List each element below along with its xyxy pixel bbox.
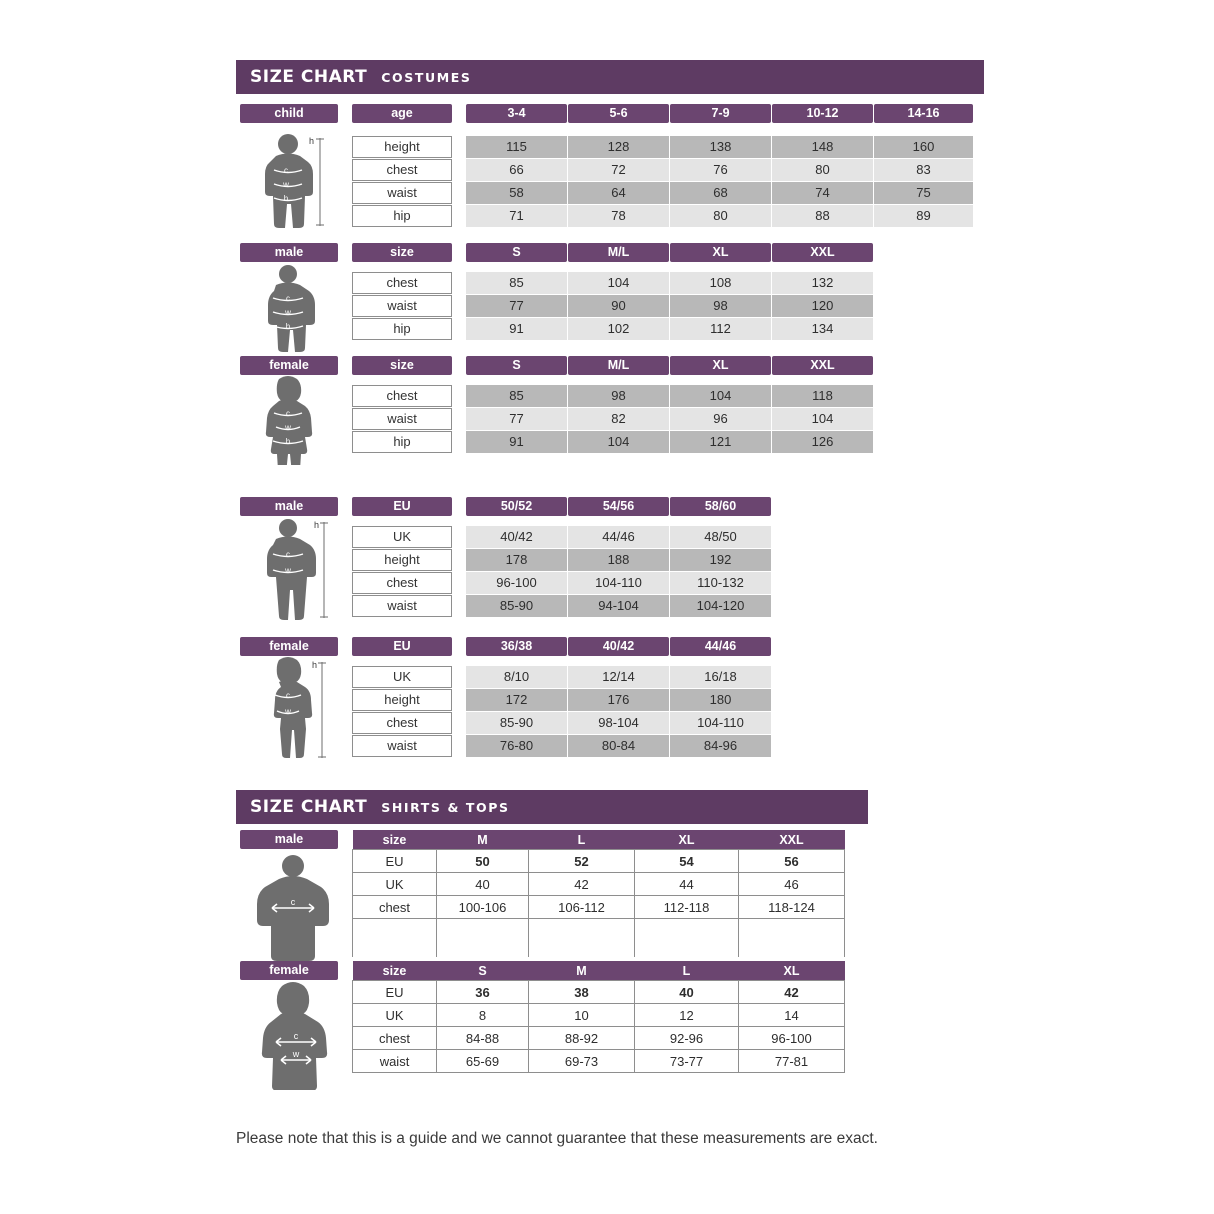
child-waist-5-6: 64 (568, 182, 669, 204)
female-costume-chest-xxl: 118 (772, 385, 873, 407)
male-eu-height-5860: 192 (670, 549, 771, 571)
child-row-height-label: height (352, 136, 452, 158)
female-eu-chest-3638: 85-90 (466, 712, 567, 734)
child-chest-5-6: 72 (568, 159, 669, 181)
child-chest-7-9: 76 (670, 159, 771, 181)
female-costume-col-1: M/L (568, 356, 669, 375)
svg-text:h: h (285, 322, 291, 331)
male-eu-col-2: 58/60 (670, 497, 771, 516)
child-height-10-12: 148 (772, 136, 873, 158)
male-eu-uk-5456: 44/46 (568, 526, 669, 548)
child-waist-3-4: 58 (466, 182, 567, 204)
male-eu-height-label: height (352, 549, 452, 571)
group-tag-male-eu: male (240, 497, 338, 516)
banner-shirts (236, 790, 868, 824)
male-tops-uk-m: 40 (437, 873, 529, 896)
svg-text:c: c (290, 897, 296, 907)
female-costume-chest-ml: 98 (568, 385, 669, 407)
male-costume-chest-xl: 108 (670, 272, 771, 294)
svg-text:w: w (285, 423, 291, 432)
female-costume-col-3: XXL (772, 356, 873, 375)
female-tops-eu-m: 38 (529, 981, 635, 1004)
female-costume-waist-xl: 96 (670, 408, 771, 430)
group-tag-male-costume: male (240, 243, 338, 262)
male-eu-uk-5860: 48/50 (670, 526, 771, 548)
child-col-0: 3-4 (466, 104, 567, 123)
male-tops-row-eu (353, 850, 845, 873)
child-hip-14-16: 89 (874, 205, 973, 227)
female-tops-uk-m: 10 (529, 1004, 635, 1027)
male-tops-spacer-2 (529, 919, 635, 958)
female-costume-hip-ml: 104 (568, 431, 669, 453)
group-tag-female-costume: female (240, 356, 338, 375)
female-eu-uk-label: UK (352, 666, 452, 688)
male-costume-col-3: XXL (772, 243, 873, 262)
male-eu-col-0: 50/52 (466, 497, 567, 516)
female-eu-waist-4042: 80-84 (568, 735, 669, 757)
female-tops-header-label: size (353, 961, 437, 981)
group-tag-female-tops: female (240, 961, 338, 980)
figure-child (250, 130, 340, 230)
male-tops-spacer-0 (353, 919, 437, 958)
female-tops-row-uk (353, 1004, 845, 1027)
table-male-tops (352, 830, 845, 957)
male-tops-uk-label: UK (353, 873, 437, 896)
male-tops-eu-m: 50 (437, 850, 529, 873)
female-costume-waist-label: waist (352, 408, 452, 430)
male-costume-waist-xl: 98 (670, 295, 771, 317)
female-costume-hip-xl: 121 (670, 431, 771, 453)
female-tops-header-row (353, 961, 845, 981)
male-costume-hip-s: 91 (466, 318, 567, 340)
female-eu-uk-4042: 12/14 (568, 666, 669, 688)
male-costume-waist-label: waist (352, 295, 452, 317)
group-tag-male-tops: male (240, 830, 338, 849)
female-tops-eu-l: 40 (635, 981, 739, 1004)
child-col-3: 10-12 (772, 104, 873, 123)
male-eu-waist-5456: 94-104 (568, 595, 669, 617)
male-eu-height-5456: 188 (568, 549, 669, 571)
female-costume-hip-xxl: 126 (772, 431, 873, 453)
child-waist-10-12: 74 (772, 182, 873, 204)
male-eu-chest-5456: 104-110 (568, 572, 669, 594)
figure-female-costume (252, 375, 332, 465)
female-costume-waist-s: 77 (466, 408, 567, 430)
group-tag-female-eu: female (240, 637, 338, 656)
female-eu-height-4042: 176 (568, 689, 669, 711)
male-tops-spacer-4 (739, 919, 845, 958)
female-tops-eu-xl: 42 (739, 981, 845, 1004)
female-costume-col-2: XL (670, 356, 771, 375)
male-tops-header-label: size (353, 830, 437, 850)
child-col-2: 7-9 (670, 104, 771, 123)
male-costume-waist-ml: 90 (568, 295, 669, 317)
female-costume-hip-label: hip (352, 431, 452, 453)
female-eu-header-label: EU (352, 637, 452, 656)
female-tops-uk-s: 8 (437, 1004, 529, 1027)
child-hip-10-12: 88 (772, 205, 873, 227)
male-tops-chest-l: 106-112 (529, 896, 635, 919)
figure-female-eu (248, 656, 343, 761)
female-tops-chest-s: 84-88 (437, 1027, 529, 1050)
male-tops-spacer-1 (437, 919, 529, 958)
male-eu-chest-5052: 96-100 (466, 572, 567, 594)
female-costume-header-label: size (352, 356, 452, 375)
male-costume-chest-label: chest (352, 272, 452, 294)
female-tops-col-2: L (635, 961, 739, 981)
male-tops-eu-xl: 54 (635, 850, 739, 873)
female-tops-uk-label: UK (353, 1004, 437, 1027)
female-costume-waist-ml: 82 (568, 408, 669, 430)
figure-male-costume (252, 262, 332, 352)
child-height-14-16: 160 (874, 136, 973, 158)
male-tops-chest-xxl: 118-124 (739, 896, 845, 919)
female-eu-col-0: 36/38 (466, 637, 567, 656)
female-tops-chest-label: chest (353, 1027, 437, 1050)
child-waist-7-9: 68 (670, 182, 771, 204)
male-costume-chest-s: 85 (466, 272, 567, 294)
female-eu-chest-label: chest (352, 712, 452, 734)
child-hip-5-6: 78 (568, 205, 669, 227)
female-tops-chest-l: 92-96 (635, 1027, 739, 1050)
svg-text:h: h (308, 136, 314, 146)
group-tag-child: child (240, 104, 338, 123)
female-eu-height-3638: 172 (466, 689, 567, 711)
male-costume-header-label: size (352, 243, 452, 262)
banner-shirts-title: SIZE CHART (250, 797, 368, 817)
female-eu-chest-4446: 104-110 (670, 712, 771, 734)
female-tops-waist-label: waist (353, 1050, 437, 1073)
svg-text:w: w (285, 566, 291, 575)
svg-text:w: w (283, 180, 289, 189)
male-tops-row-uk (353, 873, 845, 896)
svg-text:c: c (293, 1031, 299, 1041)
female-eu-col-1: 40/42 (568, 637, 669, 656)
svg-text:c: c (286, 409, 290, 418)
child-col-4: 14-16 (874, 104, 973, 123)
child-header-label: age (352, 104, 452, 123)
svg-text:c: c (286, 294, 290, 303)
child-chest-10-12: 80 (772, 159, 873, 181)
male-tops-col-0: M (437, 830, 529, 850)
male-costume-col-2: XL (670, 243, 771, 262)
male-eu-chest-5860: 110-132 (670, 572, 771, 594)
female-costume-waist-xxl: 104 (772, 408, 873, 430)
banner-costumes (236, 60, 984, 94)
female-tops-row-chest (353, 1027, 845, 1050)
female-tops-chest-xl: 96-100 (739, 1027, 845, 1050)
female-tops-uk-xl: 14 (739, 1004, 845, 1027)
female-costume-chest-s: 85 (466, 385, 567, 407)
male-costume-waist-xxl: 120 (772, 295, 873, 317)
child-row-chest-label: chest (352, 159, 452, 181)
female-tops-col-1: M (529, 961, 635, 981)
male-tops-col-1: L (529, 830, 635, 850)
male-costume-hip-ml: 102 (568, 318, 669, 340)
child-chest-14-16: 83 (874, 159, 973, 181)
child-col-1: 5-6 (568, 104, 669, 123)
svg-text:c: c (286, 550, 290, 559)
male-tops-col-2: XL (635, 830, 739, 850)
svg-text:w: w (285, 308, 291, 317)
male-tops-col-3: XXL (739, 830, 845, 850)
female-tops-col-3: XL (739, 961, 845, 981)
svg-text:h: h (311, 660, 317, 670)
female-eu-height-label: height (352, 689, 452, 711)
figure-female-tops (248, 980, 348, 1090)
female-tops-waist-xl: 77-81 (739, 1050, 845, 1073)
svg-text:c: c (286, 691, 290, 700)
male-eu-waist-label: waist (352, 595, 452, 617)
male-tops-chest-label: chest (353, 896, 437, 919)
female-tops-row-waist (353, 1050, 845, 1073)
banner-shirts-subtitle: SHIRTS & TOPS (381, 799, 510, 815)
female-eu-uk-4446: 16/18 (670, 666, 771, 688)
figure-male-eu (248, 516, 343, 621)
footnote-text: Please note that this is a guide and we cannot guarantee that these measurements are exact. (236, 1130, 878, 1147)
female-eu-uk-3638: 8/10 (466, 666, 567, 688)
male-tops-uk-xl: 44 (635, 873, 739, 896)
female-tops-col-0: S (437, 961, 529, 981)
female-tops-chest-m: 88-92 (529, 1027, 635, 1050)
male-tops-chest-m: 100-106 (437, 896, 529, 919)
banner-costumes-subtitle: COSTUMES (381, 69, 472, 85)
male-costume-col-1: M/L (568, 243, 669, 262)
child-hip-3-4: 71 (466, 205, 567, 227)
child-waist-14-16: 75 (874, 182, 973, 204)
female-tops-waist-s: 65-69 (437, 1050, 529, 1073)
child-height-5-6: 128 (568, 136, 669, 158)
child-row-hip-label: hip (352, 205, 452, 227)
female-eu-height-4446: 180 (670, 689, 771, 711)
male-eu-waist-5860: 104-120 (670, 595, 771, 617)
male-costume-col-0: S (466, 243, 567, 262)
male-tops-row-spacer (353, 919, 845, 958)
child-chest-3-4: 66 (466, 159, 567, 181)
male-costume-hip-xxl: 134 (772, 318, 873, 340)
male-tops-header-row (353, 830, 845, 850)
male-tops-chest-xl: 112-118 (635, 896, 739, 919)
svg-text:h: h (283, 194, 289, 203)
child-height-3-4: 115 (466, 136, 567, 158)
female-tops-uk-l: 12 (635, 1004, 739, 1027)
male-costume-chest-xxl: 132 (772, 272, 873, 294)
female-tops-row-eu (353, 981, 845, 1004)
female-costume-col-0: S (466, 356, 567, 375)
svg-text:c: c (284, 166, 288, 175)
female-eu-waist-3638: 76-80 (466, 735, 567, 757)
female-tops-eu-label: EU (353, 981, 437, 1004)
male-eu-chest-label: chest (352, 572, 452, 594)
female-costume-chest-label: chest (352, 385, 452, 407)
table-female-tops (352, 961, 845, 1073)
male-costume-chest-ml: 104 (568, 272, 669, 294)
child-row-waist-label: waist (352, 182, 452, 204)
male-tops-spacer-3 (635, 919, 739, 958)
svg-text:w: w (292, 1049, 300, 1059)
female-eu-chest-4042: 98-104 (568, 712, 669, 734)
figure-male-tops (248, 852, 348, 962)
female-costume-chest-xl: 104 (670, 385, 771, 407)
male-tops-row-chest (353, 896, 845, 919)
child-hip-7-9: 80 (670, 205, 771, 227)
male-costume-hip-label: hip (352, 318, 452, 340)
male-eu-uk-label: UK (352, 526, 452, 548)
male-eu-col-1: 54/56 (568, 497, 669, 516)
svg-text:h: h (285, 437, 291, 446)
male-tops-uk-l: 42 (529, 873, 635, 896)
male-tops-eu-l: 52 (529, 850, 635, 873)
male-eu-uk-5052: 40/42 (466, 526, 567, 548)
male-eu-height-5052: 178 (466, 549, 567, 571)
child-height-7-9: 138 (670, 136, 771, 158)
female-tops-waist-l: 73-77 (635, 1050, 739, 1073)
female-eu-waist-4446: 84-96 (670, 735, 771, 757)
male-costume-waist-s: 77 (466, 295, 567, 317)
male-costume-hip-xl: 112 (670, 318, 771, 340)
female-costume-hip-s: 91 (466, 431, 567, 453)
female-eu-col-2: 44/46 (670, 637, 771, 656)
male-eu-waist-5052: 85-90 (466, 595, 567, 617)
male-eu-header-label: EU (352, 497, 452, 516)
banner-costumes-title: SIZE CHART (250, 67, 368, 87)
female-tops-eu-s: 36 (437, 981, 529, 1004)
female-eu-waist-label: waist (352, 735, 452, 757)
svg-text:h: h (313, 520, 319, 530)
male-tops-eu-xxl: 56 (739, 850, 845, 873)
svg-text:w: w (285, 707, 291, 716)
male-tops-uk-xxl: 46 (739, 873, 845, 896)
male-tops-eu-label: EU (353, 850, 437, 873)
female-tops-waist-m: 69-73 (529, 1050, 635, 1073)
